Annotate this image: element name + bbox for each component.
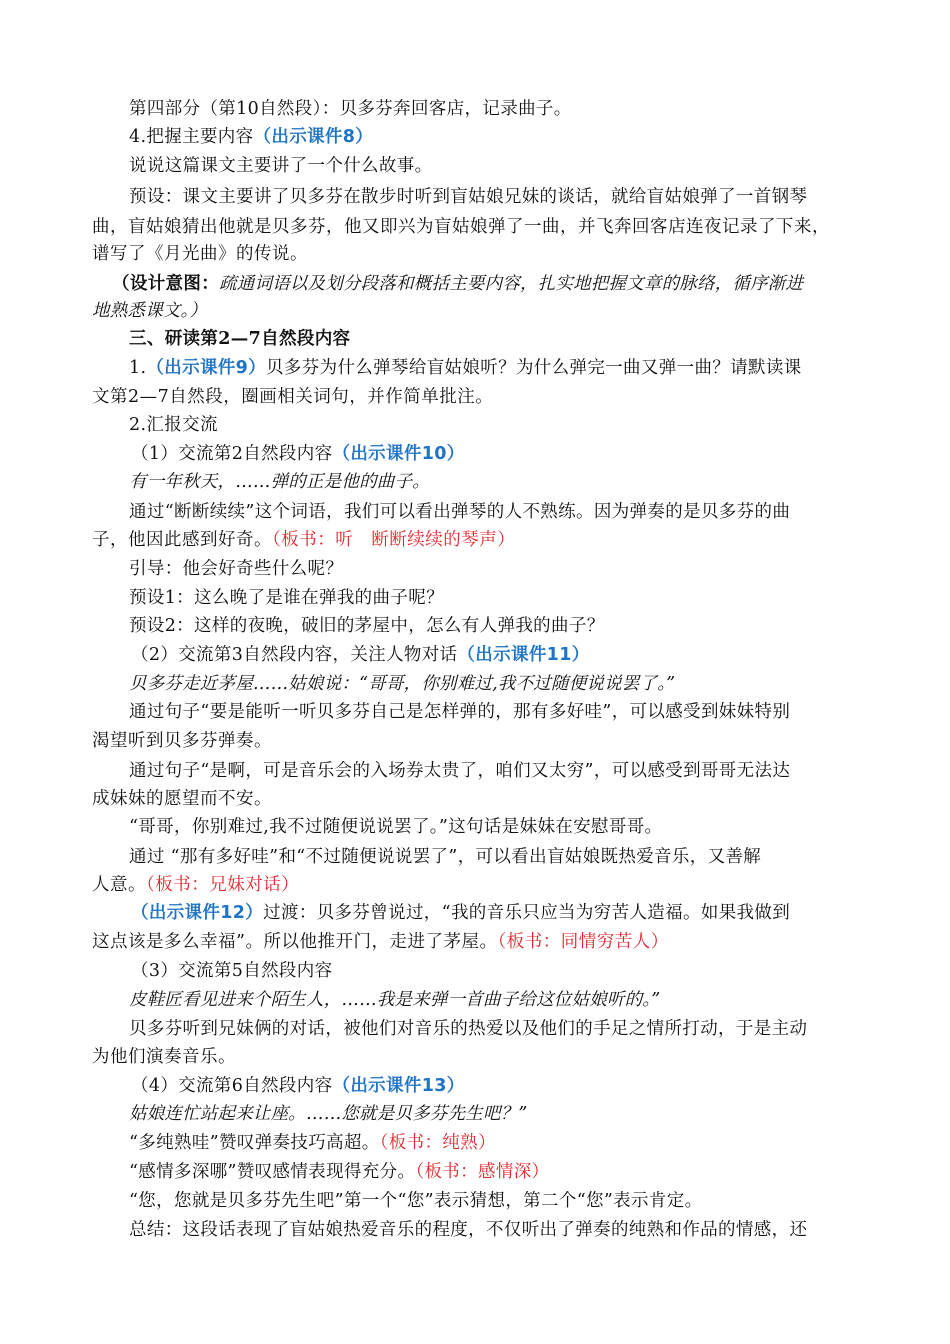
paragraph-line <box>129 813 662 841</box>
heading-text: （1）交流第2自然段内容 <box>131 444 333 464</box>
note-text: 地熟悉课文。） <box>92 301 208 321</box>
paragraph-line <box>129 757 790 785</box>
text: 子，他因此感到好奇。 <box>92 530 272 550</box>
text: 曲，盲姑娘猜出他就是贝多芬，他又即兴为盲姑娘弹了一曲，并飞奔回客店连夜记录了下来， <box>92 217 830 237</box>
quote-line <box>129 670 675 698</box>
paragraph-line <box>129 498 790 526</box>
quote-text: 皮鞋匠看见进来个陌生人，……我是来弹一首曲子给这位姑娘听的。” <box>129 990 661 1010</box>
paragraph-line <box>129 1015 807 1043</box>
blackboard-note: （板书：兄妹对话） <box>146 875 300 895</box>
text: 过渡：贝多芬曾说过，“我的音乐只应当为穷苦人造福。如果我做到 <box>263 903 791 923</box>
text: “哥哥，你别难过,我不过随便说说罢了。”这句话是妹妹在安慰哥哥。 <box>129 817 663 837</box>
section-title <box>129 325 350 353</box>
text: 预设1：这么晚了是谁在弹我的曲子呢？ <box>129 588 444 608</box>
text: 总结：这段话表现了盲姑娘热爱音乐的程度，不仅听出了弹奏的纯熟和作品的情感，还 <box>129 1220 808 1240</box>
text: 通过 “那有多好哇”和“不过随便说说罢了”，可以看出盲姑娘既热爱音乐，又善解 <box>129 847 762 867</box>
text: 谱写了《月光曲》的传说。 <box>92 244 308 264</box>
quote-line <box>129 468 430 496</box>
heading-text: 2.汇报交流 <box>129 415 218 435</box>
paragraph-line <box>92 383 493 411</box>
paragraph-line <box>129 555 343 583</box>
courseware-reference: （出示课件10） <box>332 444 465 464</box>
paragraph-line <box>129 95 572 123</box>
text: 预设：课文主要讲了贝多芬在散步时听到盲姑娘兄妹的谈话，就给盲姑娘弹了一首钢琴 <box>129 187 808 207</box>
paragraph-line <box>92 928 669 956</box>
paragraph-line <box>129 1216 807 1244</box>
paragraph-line <box>129 354 802 382</box>
note-label: （设计意图： <box>112 274 220 294</box>
quote-line <box>129 986 660 1014</box>
text: 说说这篇课文主要讲了一个什么故事。 <box>129 156 433 176</box>
section-heading <box>129 123 373 151</box>
text: “感情多深哪”赞叹感情表现得充分。 <box>129 1162 416 1182</box>
paragraph-line <box>92 785 272 813</box>
text: 文第2—7自然段，圈画相关词句，并作简单批注。 <box>92 387 494 407</box>
blackboard-note: （板书：感情深） <box>415 1162 550 1182</box>
text: 引导：他会好奇些什么呢？ <box>129 559 344 579</box>
text: 预设2：这样的夜晚，破旧的茅屋中，怎么有人弹我的曲子？ <box>129 616 605 636</box>
quote-text: 有一年秋天，……弹的正是他的曲子。 <box>129 472 430 492</box>
text: 贝多芬为什么弹琴给盲姑娘听？为什么弹完一曲又弹一曲？请默读课 <box>266 358 802 378</box>
blackboard-note: （板书：同情穷苦人） <box>497 932 669 952</box>
quote-text: 贝多芬走近茅屋……姑娘说：“哥哥，你别难过,我不过随便说说罢了。” <box>129 674 676 694</box>
courseware-reference: （出示课件13） <box>332 1076 465 1096</box>
text: 第四部分（第10自然段）：贝多芬奔回客店，记录曲子。 <box>129 99 572 119</box>
heading-text: （3）交流第5自然段内容 <box>131 961 333 981</box>
text: 通过“断断续续”这个词语，我们可以看出弹琴的人不熟练。因为弹奏的是贝多芬的曲 <box>129 502 791 522</box>
paragraph-line <box>129 584 444 612</box>
quote-line <box>129 1100 528 1128</box>
paragraph-line <box>129 152 432 180</box>
blackboard-note: （板书：听 断断续续的琴声） <box>272 530 516 550</box>
sub-heading <box>131 440 465 468</box>
paragraph-line <box>92 526 515 554</box>
text: 贝多芬听到兄妹俩的对话，被他们对音乐的热爱以及他们的手足之情所打动，于是主动 <box>129 1019 808 1039</box>
design-intent-note <box>92 297 207 325</box>
paragraph-line <box>129 1187 702 1215</box>
text: 成妹妹的愿望而不安。 <box>92 789 272 809</box>
courseware-reference: （出示课件8） <box>253 127 374 147</box>
paragraph-line <box>92 1043 236 1071</box>
sub-heading <box>131 957 332 985</box>
sub-heading <box>131 641 590 669</box>
heading-text: （4）交流第6自然段内容 <box>131 1076 333 1096</box>
paragraph-line <box>131 899 790 927</box>
text: “您，您就是贝多芬先生吧”第一个“您”表示猜想，第二个“您”表示肯定。 <box>129 1191 703 1211</box>
heading-text: 4.把握主要内容 <box>129 127 254 147</box>
paragraph-line <box>129 1129 496 1157</box>
paragraph-line <box>129 1158 549 1186</box>
sub-heading <box>131 1072 465 1100</box>
courseware-reference: （出示课件11） <box>457 645 590 665</box>
text: 1. <box>129 358 147 378</box>
paragraph-line <box>92 727 272 755</box>
note-text: 疏通词语以及划分段落和概括主要内容，扎实地把握文章的脉络，循序渐进 <box>219 274 804 294</box>
paragraph-line <box>129 183 807 211</box>
text: 渴望听到贝多芬弹奏。 <box>92 731 272 751</box>
paragraph-line <box>92 871 299 899</box>
quote-text: 姑娘连忙站起来让座。……您就是贝多芬先生吧？” <box>129 1104 528 1124</box>
text: “多纯熟哇”赞叹弹奏技巧高超。 <box>129 1133 380 1153</box>
text: 为他们演奏音乐。 <box>92 1047 236 1067</box>
paragraph-line <box>129 698 790 726</box>
paragraph-line <box>129 843 761 871</box>
courseware-reference: （出示课件12） <box>131 903 264 923</box>
paragraph-line <box>92 240 308 268</box>
design-intent-note <box>112 270 803 298</box>
heading-text: （2）交流第3自然段内容，关注人物对话 <box>131 645 458 665</box>
blackboard-note: （板书：纯熟） <box>379 1133 496 1153</box>
text: 人意。 <box>92 875 146 895</box>
section-title-text: 三、研读第2—7自然段内容 <box>129 329 351 349</box>
text: 这点该是多么幸福”。所以他推开门，走进了茅屋。 <box>92 932 498 952</box>
text: 通过句子“要是能听一听贝多芬自己是怎样弹的，那有多好哇”，可以感受到妹妹特别 <box>129 702 791 722</box>
paragraph-line <box>92 213 830 241</box>
paragraph-line <box>129 612 605 640</box>
section-heading <box>129 411 218 439</box>
text: 通过句子“是啊，可是音乐会的入场券太贵了，咱们又太穷”，可以感受到哥哥无法达 <box>129 761 791 781</box>
courseware-reference: （出示课件9） <box>146 358 267 378</box>
